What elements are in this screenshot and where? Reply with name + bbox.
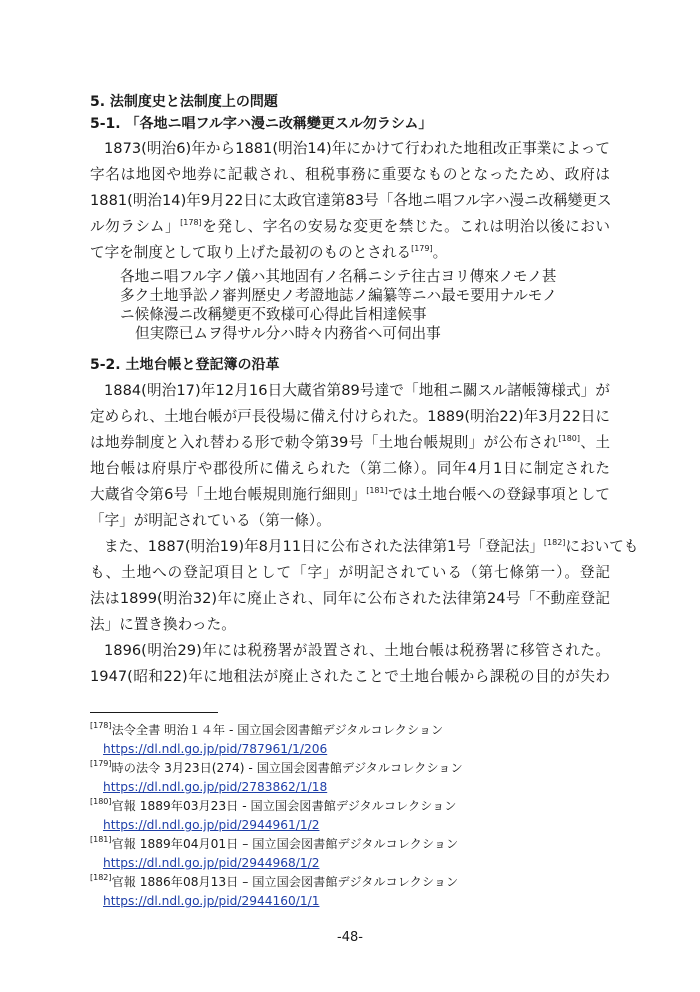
footnote-link[interactable]: https://dl.ndl.go.jp/pid/2944160/1/1 — [103, 894, 320, 908]
footnote-mark: [178] — [90, 721, 112, 730]
subsection-heading-5-2: 5-2. 土地台帳と登記簿の沿革 — [90, 357, 280, 373]
footnote-ref-178[interactable]: [178] — [180, 218, 202, 227]
quote-line: 各地ニ唱フル字ノ儀ハ其地固有ノ名稱ニシテ往古ヨリ傳來ノモノ甚 — [120, 268, 557, 285]
text-span: また、1887(明治19)年8月11日に公布された法律第1号「登記法」 — [104, 538, 544, 555]
paragraph-3-line: も、土地への登記項目として「字」が明記されている（第七條第一）。登記 — [90, 564, 610, 581]
quote-line: 多ク土地爭訟ノ審判歴史ノ考證地誌ノ編纂等ニハ最モ要用ナルモノ — [120, 287, 557, 304]
paragraph-1-line: 1873(明治6)年から1881(明治14)年にかけて行われた地租改正事業によって — [104, 140, 610, 157]
footnote-link[interactable]: https://dl.ndl.go.jp/pid/2783862/1/18 — [103, 780, 328, 794]
paragraph-2-line: 「字」が明記されている（第一條）。 — [90, 512, 331, 529]
paragraph-3-line: 法」に置き換わった。 — [90, 616, 236, 633]
footnote-link[interactable]: https://dl.ndl.go.jp/pid/2944961/1/2 — [103, 818, 320, 832]
text-span: ル勿ラシム」 — [90, 218, 181, 235]
paragraph-2-line — [90, 433, 610, 453]
footnote-text: 官報 1889年03月23日 - 国立国会図書館デジタルコレクション — [111, 799, 457, 813]
quote-line: ニ候條漫ニ改稱變更不致様可心得此旨相達候事 — [120, 306, 427, 323]
paragraph-3-line — [104, 537, 639, 557]
text-span: では土地台帳への登録事項として — [387, 486, 610, 503]
text-span: 。 — [432, 244, 448, 261]
paragraph-1-line — [90, 217, 610, 237]
text-span: て字を制度として取り上げた最初のものとされる — [90, 244, 412, 261]
text-span: を発し、字名の安易な変更を禁じた。これは明治以後におい — [201, 218, 610, 235]
footnote-mark: [179] — [90, 759, 112, 768]
footnote-178 — [90, 722, 443, 739]
section-heading: 5. 法制度史と法制度上の問題 — [90, 94, 278, 110]
paragraph-2-line: 1884(明治17)年12月16日大蔵省第89号達で「地租ニ關スル諸帳簿様式」が — [104, 382, 610, 399]
page-number: -48- — [337, 930, 363, 945]
footnote-181 — [90, 836, 458, 853]
text-span: 、土 — [580, 434, 610, 451]
paragraph-1-line: 字名は地図や地券に記載され、租税事務に重要なものとなったため、政府は — [90, 166, 610, 183]
footnote-divider — [90, 712, 218, 713]
paragraph-1-line: 1881(明治14)年9月22日に太政官達第83号「各地ニ唱フル字ハ漫ニ改稱變更ス — [90, 192, 612, 209]
footnote-ref-182[interactable]: [182] — [543, 538, 566, 547]
footnote-ref-180[interactable]: [180] — [558, 434, 581, 443]
footnote-179 — [90, 760, 463, 777]
footnote-text: 官報 1889年04月01日 – 国立国会図書館デジタルコレクション — [111, 837, 459, 851]
text-span: においても — [565, 538, 639, 555]
footnote-link[interactable]: https://dl.ndl.go.jp/pid/2944968/1/2 — [103, 856, 320, 870]
footnote-mark: [180] — [90, 797, 112, 806]
paragraph-2-line: 定められ、土地台帳が戸長役場に備え付けられた。1889(明治22)年3月22日に — [90, 408, 610, 425]
paragraph-2-line — [90, 485, 610, 505]
footnote-text: 官報 1886年08月13日 – 国立国会図書館デジタルコレクション — [111, 875, 459, 889]
footnote-182 — [90, 874, 458, 891]
text-span: 大蔵省令第6号「土地台帳規則施行細則」 — [90, 486, 367, 503]
footnote-mark: [181] — [90, 835, 112, 844]
paragraph-1-line — [90, 243, 610, 263]
footnote-ref-181[interactable]: [181] — [366, 486, 388, 495]
footnote-180 — [90, 798, 456, 815]
quote-line: 但実際已ムヲ得サル分ハ時々内務省へ可伺出事 — [135, 325, 441, 342]
paragraph-2-line: 地台帳は府県庁や郡役所に備えられた（第二條）。同年4月1日に制定された — [90, 460, 610, 477]
paragraph-3-line: 法は1899(明治32)年に廃止され、同年に公布された法律第24号「不動産登記 — [90, 590, 610, 607]
footnote-text: 法令全書 明治１４年 - 国立国会図書館デジタルコレクション — [111, 723, 444, 737]
footnote-text: 時の法令 3月23日(274) - 国立国会図書館デジタルコレクション — [111, 761, 463, 775]
paragraph-4-line: 1947(昭和22)年に地租法が廃止されたことで土地台帳から課税の目的が失わ — [90, 668, 610, 685]
text-span: は地券制度と入れ替わる形で勅令第39号「土地台帳規則」が公布され — [90, 434, 559, 451]
footnote-mark: [182] — [90, 873, 112, 882]
subsection-heading-5-1: 5-1. 「各地ニ唱フル字ハ漫ニ改稱變更スル勿ラシム」 — [90, 116, 433, 132]
footnote-link[interactable]: https://dl.ndl.go.jp/pid/787961/1/206 — [103, 742, 328, 756]
paragraph-4-line: 1896(明治29)年には税務署が設置され、土地台帳は税務署に移管された。 — [104, 642, 610, 659]
footnote-ref-179[interactable]: [179] — [411, 244, 433, 253]
